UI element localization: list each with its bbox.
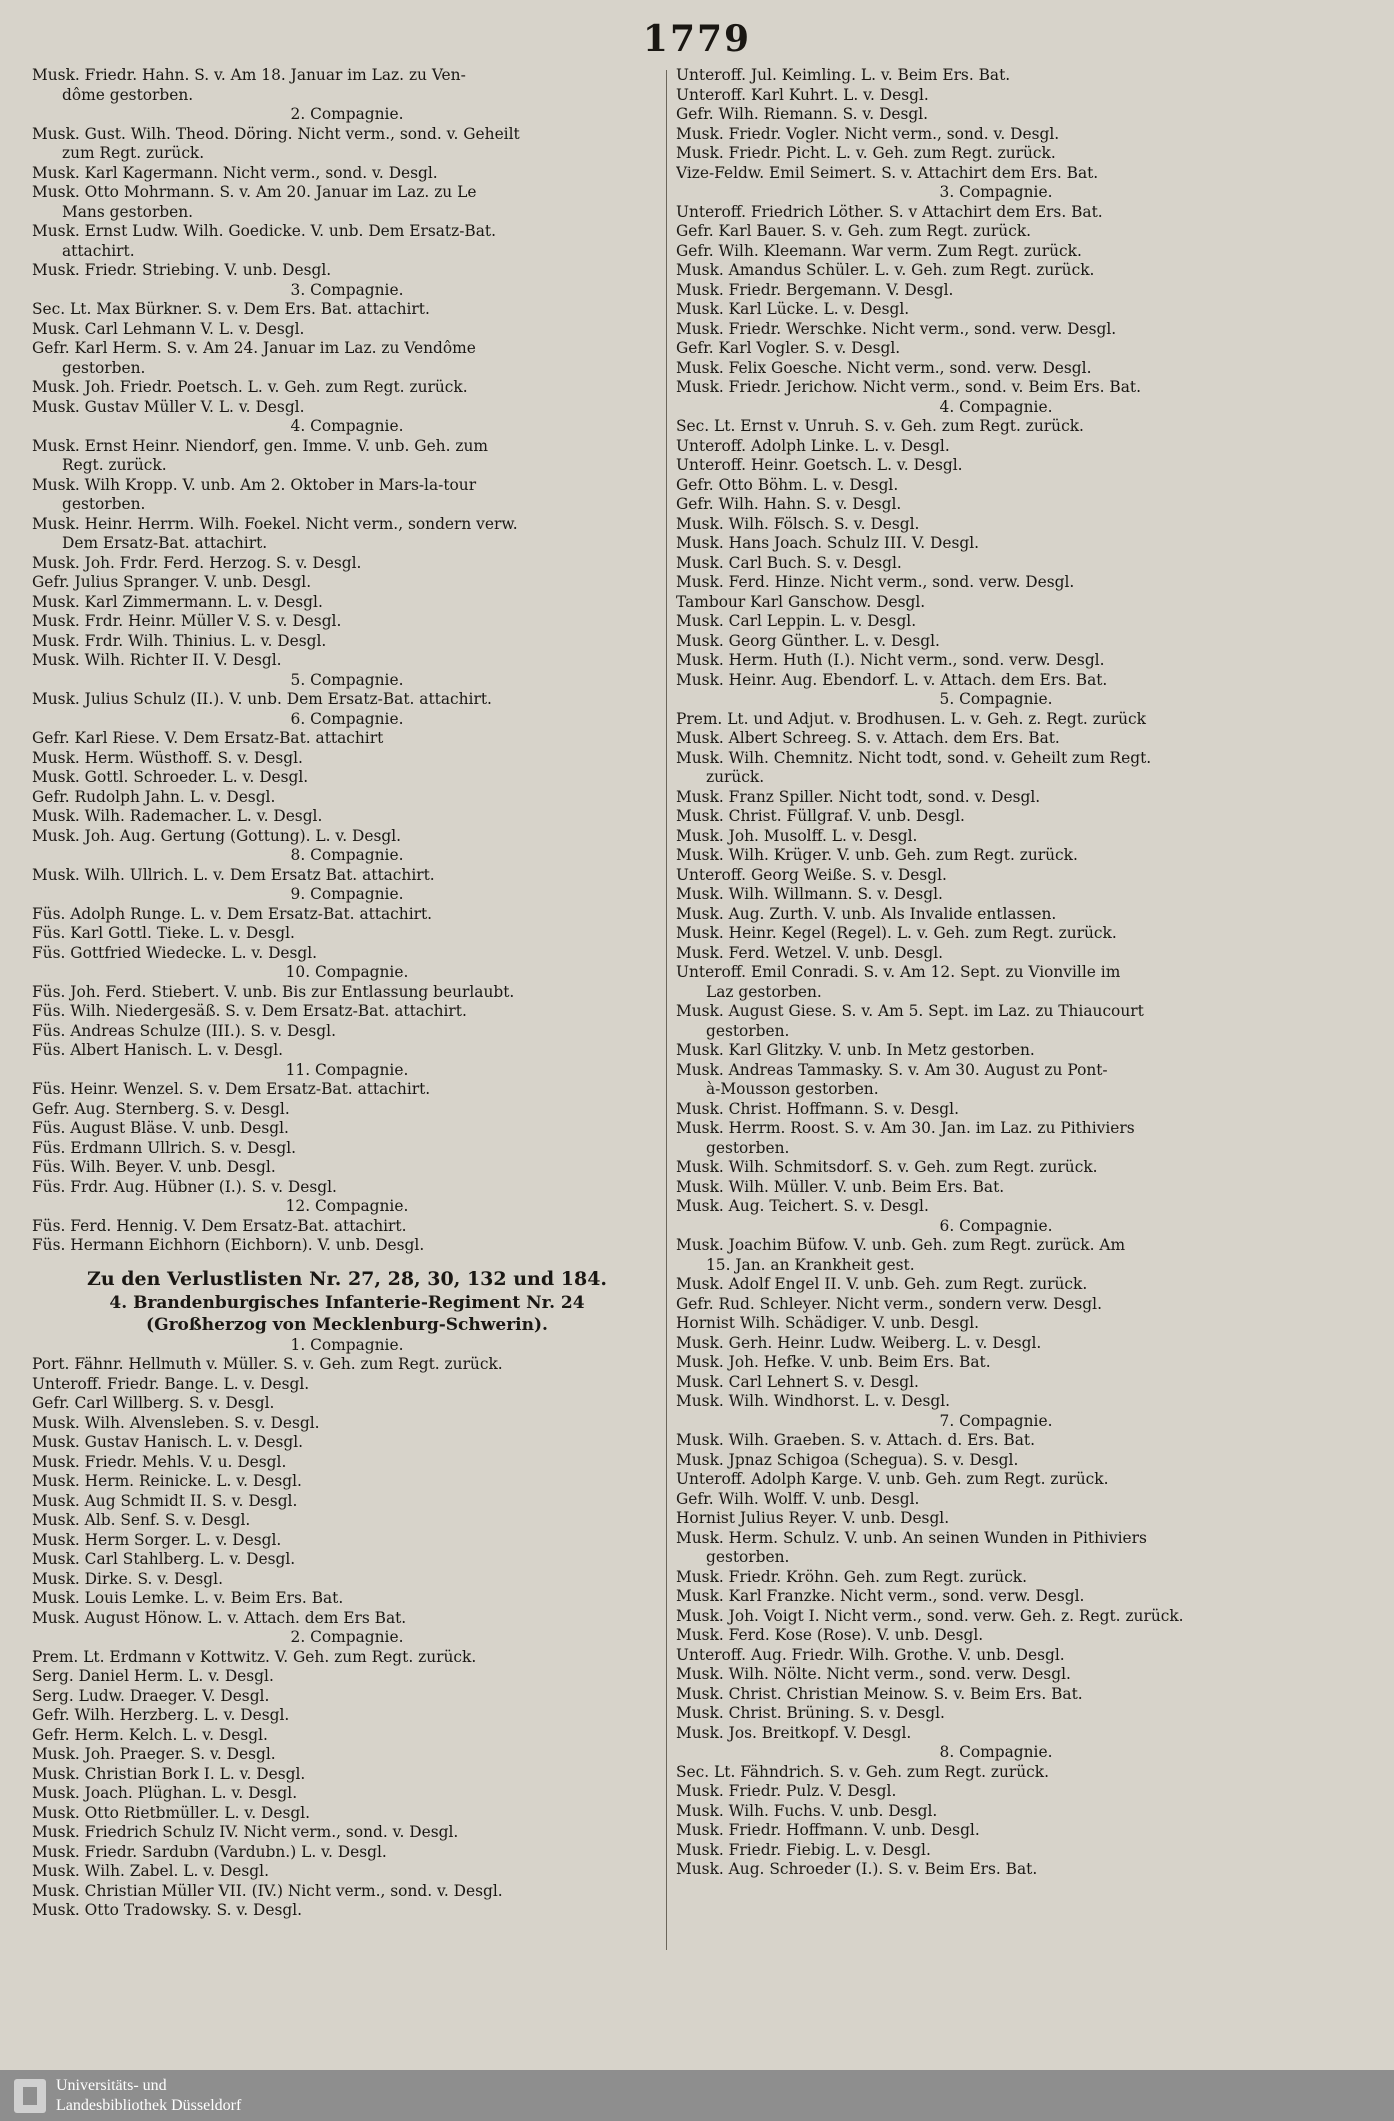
column-divider bbox=[666, 70, 667, 1950]
casualty-entry: Hornist Julius Reyer. V. unb. Desgl. bbox=[676, 1509, 950, 1527]
casualty-entry: Gefr. Herm. Kelch. L. v. Desgl. bbox=[32, 1725, 268, 1744]
casualty-entry: Füs. Ferd. Hennig. V. Dem Ersatz-Bat. attachirt. bbox=[32, 1216, 407, 1235]
casualty-entry: Musk. Wilh. Krüger. V. unb. Geh. zum Regt. zurück. bbox=[676, 846, 1078, 864]
casualty-entry: 15. Jan. an Krankheit gest. bbox=[706, 1255, 915, 1274]
casualty-entry: Füs. Karl Gottl. Tieke. L. v. Desgl. bbox=[32, 924, 295, 942]
casualty-entry: Sec. Lt. Fähndrich. S. v. Geh. zum Regt. zurück. bbox=[676, 1762, 1050, 1781]
casualty-entry: Prem. Lt. und Adjut. v. Brodhusen. L. v. Geh. z. Regt. zurück bbox=[676, 709, 1146, 728]
casualty-entry: Musk. Frdr. Wilh. Thinius. L. v. Desgl. bbox=[32, 631, 327, 650]
casualty-entry: Musk. Friedr. Mehls. V. u. Desgl. bbox=[32, 1452, 287, 1471]
casualty-entry: Unteroff. Adolph Linke. L. v. Desgl. bbox=[676, 436, 950, 455]
casualty-entry: Musk. Wilh. Ullrich. L. v. Dem Ersatz Bat. attachirt. bbox=[32, 865, 435, 884]
casualty-entry: Füs. Joh. Ferd. Stiebert. V. unb. Bis zur Entlassung beurlaubt. bbox=[32, 982, 515, 1001]
casualty-entry: Unteroff. Friedr. Bange. L. v. Desgl. bbox=[32, 1374, 310, 1393]
casualty-entry: zurück. bbox=[706, 768, 765, 786]
section-heading: 11. Compagnie. bbox=[285, 1060, 409, 1079]
casualty-entry: Musk. Aug Schmidt II. S. v. Desgl. bbox=[32, 1491, 298, 1510]
casualty-entry: Musk. Joh. Praeger. S. v. Desgl. bbox=[32, 1745, 276, 1763]
casualty-entry: Musk. Friedr. Pulz. V. Desgl. bbox=[676, 1782, 897, 1800]
casualty-entry: Musk. Friedr. Hahn. S. v. Am 18. Januar im Laz. zu Ven- bbox=[32, 66, 466, 84]
casualty-entry: Gefr. Otto Böhm. L. v. Desgl. bbox=[676, 475, 899, 494]
casualty-entry: Musk. Friedr. Hoffmann. V. unb. Desgl. bbox=[676, 1821, 980, 1839]
casualty-entry: Füs. August Bläse. V. unb. Desgl. bbox=[32, 1119, 289, 1137]
casualty-entry: Füs. Albert Hanisch. L. v. Desgl. bbox=[32, 1041, 284, 1059]
casualty-entry: Mans gestorben. bbox=[62, 202, 194, 221]
casualty-entry: Musk. Wilh. Zabel. L. v. Desgl. bbox=[32, 1862, 269, 1880]
casualty-entry: Musk. Herm. Huth (I.). Nicht verm., sond. verw. Desgl. bbox=[676, 651, 1105, 669]
left-column bbox=[32, 66, 662, 1921]
casualty-entry: Unteroff. Aug. Friedr. Wilh. Grothe. V. unb. Desgl. bbox=[676, 1645, 1065, 1664]
casualty-entry: Musk. Georg Günther. L. v. Desgl. bbox=[676, 631, 940, 650]
casualty-entry: Musk. Wilh. Rademacher. L. v. Desgl. bbox=[32, 807, 323, 825]
casualty-entry: Musk. Otto Rietbmüller. L. v. Desgl. bbox=[32, 1803, 311, 1822]
casualty-entry: Sec. Lt. Ernst v. Unruh. S. v. Geh. zum Regt. zurück. bbox=[676, 417, 1084, 435]
casualty-entry: Musk. Joh. Voigt I. Nicht verm., sond. verw. Geh. z. Regt. zurück. bbox=[676, 1606, 1184, 1625]
casualty-entry: Musk. Jpnaz Schigoa (Schegua). S. v. Desgl. bbox=[676, 1450, 1019, 1469]
casualty-entry: Musk. Ernst Ludw. Wilh. Goedicke. V. unb. Dem Ersatz-Bat. bbox=[32, 222, 496, 240]
section-heading: 6. Compagnie. bbox=[290, 709, 404, 728]
casualty-entry: Musk. Friedr. Sardubn (Vardubn.) L. v. Desgl. bbox=[32, 1842, 387, 1861]
page-number: 1779 bbox=[642, 18, 752, 60]
casualty-entry: Musk. Adolf Engel II. V. unb. Geh. zum Regt. zurück. bbox=[676, 1275, 1088, 1293]
casualty-entry: Füs. Andreas Schulze (III.). S. v. Desgl. bbox=[32, 1021, 336, 1040]
casualty-entry: Musk. Karl Franzke. Nicht verm., sond. verw. Desgl. bbox=[676, 1587, 1085, 1605]
casualty-entry: Füs. Erdmann Ullrich. S. v. Desgl. bbox=[32, 1138, 297, 1157]
casualty-entry: Musk. Heinr. Aug. Ebendorf. L. v. Attach. dem Ers. Bat. bbox=[676, 670, 1108, 689]
casualty-entry: Gefr. Rud. Schleyer. Nicht verm., sondern verw. Desgl. bbox=[676, 1294, 1102, 1313]
casualty-entry: Musk. Carl Stahlberg. L. v. Desgl. bbox=[32, 1550, 296, 1568]
casualty-entry: Musk. Wilh. Chemnitz. Nicht todt, sond. v. Geheilt zum Regt. bbox=[676, 748, 1152, 767]
casualty-entry: Musk. Christ. Brüning. S. v. Desgl. bbox=[676, 1704, 945, 1722]
casualty-entry: Musk. Wilh. Nölte. Nicht verm., sond. verw. Desgl. bbox=[676, 1665, 1071, 1683]
casualty-entry: Serg. Daniel Herm. L. v. Desgl. bbox=[32, 1667, 274, 1685]
casualty-entry: Musk. Wilh. Willmann. S. v. Desgl. bbox=[676, 885, 943, 903]
casualty-entry: Musk. Jos. Breitkopf. V. Desgl. bbox=[676, 1723, 912, 1742]
casualty-entry: Musk. Wilh. Fölsch. S. v. Desgl. bbox=[676, 514, 920, 533]
casualty-entry: dôme gestorben. bbox=[62, 85, 194, 104]
casualty-entry: Musk. Heinr. Kegel (Regel). L. v. Geh. zum Regt. zurück. bbox=[676, 924, 1117, 942]
casualty-entry: Musk. Ernst Heinr. Niendorf, gen. Imme. V. unb. Geh. zum bbox=[32, 436, 488, 455]
casualty-entry: Musk. Friedrich Schulz IV. Nicht verm., sond. v. Desgl. bbox=[32, 1823, 459, 1841]
section-heading: 12. Compagnie. bbox=[285, 1197, 409, 1215]
casualty-entry: Musk. August Hönow. L. v. Attach. dem Ers Bat. bbox=[32, 1608, 407, 1627]
casualty-entry: Musk. Joh. Friedr. Poetsch. L. v. Geh. zum Regt. zurück. bbox=[32, 378, 468, 396]
section-heading: 9. Compagnie. bbox=[290, 885, 404, 903]
casualty-entry: Musk. Albert Schreeg. S. v. Attach. dem Ers. Bat. bbox=[676, 729, 1060, 747]
casualty-entry: Musk. Otto Mohrmann. S. v. Am 20. Januar im Laz. zu Le bbox=[32, 183, 477, 201]
right-column bbox=[676, 66, 1316, 1880]
casualty-entry: Musk. Carl Lehnert S. v. Desgl. bbox=[676, 1372, 919, 1391]
section-heading: 1. Compagnie. bbox=[290, 1335, 404, 1354]
library-footer bbox=[0, 2070, 1394, 2121]
casualty-entry: Musk. Karl Glitzky. V. unb. In Metz gestorben. bbox=[676, 1041, 1035, 1059]
casualty-entry: Füs. Wilh. Beyer. V. unb. Desgl. bbox=[32, 1158, 276, 1176]
casualty-entry: Musk. Heinr. Herrm. Wilh. Foekel. Nicht verm., sondern verw. bbox=[32, 514, 518, 533]
casualty-entry: Gefr. Wilh. Riemann. S. v. Desgl. bbox=[676, 105, 929, 123]
casualty-entry: Gefr. Karl Riese. V. Dem Ersatz-Bat. attachirt bbox=[32, 729, 384, 747]
casualty-entry: Füs. Gottfried Wiedecke. L. v. Desgl. bbox=[32, 943, 318, 962]
casualty-entry: Füs. Frdr. Aug. Hübner (I.). S. v. Desgl. bbox=[32, 1177, 337, 1196]
casualty-entry: Sec. Lt. Max Bürkner. S. v. Dem Ers. Bat. attachirt. bbox=[32, 300, 430, 318]
casualty-entry: Musk. Christian Müller VII. (IV.) Nicht verm., sond. v. Desgl. bbox=[32, 1881, 503, 1900]
casualty-entry: Musk. Herm. Wüsthoff. S. v. Desgl. bbox=[32, 748, 303, 767]
casualty-entry: Musk. Gustav Müller V. L. v. Desgl. bbox=[32, 397, 305, 416]
casualty-entry: Musk. Wilh. Müller. V. unb. Beim Ers. Bat. bbox=[676, 1177, 1005, 1196]
casualty-entry: gestorben. bbox=[706, 1548, 790, 1566]
casualty-entry: Musk. Joachim Büfow. V. unb. Geh. zum Regt. zurück. Am bbox=[676, 1236, 1126, 1254]
casualty-entry: à-Mousson gestorben. bbox=[706, 1080, 879, 1098]
section-heading: 4. Compagnie. bbox=[939, 397, 1053, 416]
casualty-entry: Musk. Wilh. Schmitsdorf. S. v. Geh. zum Regt. zurück. bbox=[676, 1158, 1098, 1176]
casualty-entry: Musk. Ferd. Wetzel. V. unb. Desgl. bbox=[676, 943, 944, 962]
casualty-entry: Gefr. Julius Spranger. V. unb. Desgl. bbox=[32, 573, 312, 591]
casualty-entry: Musk. Wilh. Alvensleben. S. v. Desgl. bbox=[32, 1413, 320, 1432]
casualty-entry: Musk. Friedr. Fiebig. L. v. Desgl. bbox=[676, 1840, 931, 1859]
section-heading: Zu den Verlustlisten Nr. 27, 28, 30, 132 und 184. bbox=[86, 1267, 608, 1290]
casualty-entry: Musk. Gust. Wilh. Theod. Döring. Nicht verm., sond. v. Geheilt bbox=[32, 124, 520, 143]
casualty-entry: Laz gestorben. bbox=[706, 982, 822, 1001]
casualty-entry: Musk. Hans Joach. Schulz III. V. Desgl. bbox=[676, 534, 980, 552]
casualty-entry: Füs. Wilh. Niedergesäß. S. v. Dem Ersatz-Bat. attachirt. bbox=[32, 1002, 467, 1020]
casualty-entry: Musk. Felix Goesche. Nicht verm., sond. verw. Desgl. bbox=[676, 358, 1092, 377]
casualty-entry: Gefr. Wilh. Hahn. S. v. Desgl. bbox=[676, 495, 902, 513]
casualty-entry: Füs. Hermann Eichhorn (Eichborn). V. unb. Desgl. bbox=[32, 1236, 425, 1254]
casualty-entry: Musk. Friedr. Werschke. Nicht verm., sond. verw. Desgl. bbox=[676, 319, 1117, 338]
casualty-entry: Musk. Joh. Hefke. V. unb. Beim Ers. Bat. bbox=[676, 1353, 991, 1371]
casualty-entry: Musk. Aug. Teichert. S. v. Desgl. bbox=[676, 1197, 929, 1215]
casualty-entry: Musk. Friedr. Vogler. Nicht verm., sond. v. Desgl. bbox=[676, 124, 1060, 143]
casualty-entry: Musk. Joh. Musolff. L. v. Desgl. bbox=[676, 826, 918, 845]
casualty-entry: Musk. Christian Bork I. L. v. Desgl. bbox=[32, 1764, 306, 1783]
section-heading: 8. Compagnie. bbox=[939, 1743, 1053, 1761]
casualty-entry: Unteroff. Georg Weiße. S. v. Desgl. bbox=[676, 865, 947, 884]
casualty-entry: Gefr. Wilh. Herzberg. L. v. Desgl. bbox=[32, 1706, 290, 1724]
casualty-entry: Musk. Ferd. Kose (Rose). V. unb. Desgl. bbox=[676, 1626, 984, 1644]
casualty-entry: Serg. Ludw. Draeger. V. Desgl. bbox=[32, 1686, 270, 1705]
casualty-entry: Musk. Carl Lehmann V. L. v. Desgl. bbox=[32, 319, 305, 338]
casualty-entry: Musk. Julius Schulz (II.). V. unb. Dem Ersatz-Bat. attachirt. bbox=[32, 690, 492, 708]
casualty-entry: Musk. August Giese. S. v. Am 5. Sept. im Laz. zu Thiaucourt bbox=[676, 1002, 1144, 1020]
casualty-entry: Port. Fähnr. Hellmuth v. Müller. S. v. Geh. zum Regt. zurück. bbox=[32, 1355, 503, 1373]
casualty-entry: Unteroff. Karl Kuhrt. L. v. Desgl. bbox=[676, 85, 929, 104]
casualty-entry: Musk. Karl Kagermann. Nicht verm., sond. v. Desgl. bbox=[32, 163, 438, 182]
casualty-entry: Regt. zurück. bbox=[62, 456, 167, 474]
section-heading: 5. Compagnie. bbox=[939, 690, 1053, 708]
casualty-entry: Gefr. Aug. Sternberg. S. v. Desgl. bbox=[32, 1099, 290, 1118]
casualty-entry: Musk. Friedr. Picht. L. v. Geh. zum Regt. zurück. bbox=[676, 144, 1056, 162]
casualty-entry: Musk. Carl Buch. S. v. Desgl. bbox=[676, 553, 902, 572]
casualty-entry: Unteroff. Friedrich Löther. S. v Attachirt dem Ers. Bat. bbox=[676, 202, 1103, 221]
casualty-entry: Musk. Herrm. Roost. S. v. Am 30. Jan. im Laz. zu Pithiviers bbox=[676, 1119, 1135, 1137]
casualty-entry: Musk. Otto Tradowsky. S. v. Desgl. bbox=[32, 1901, 303, 1919]
casualty-entry: Musk. Friedr. Kröhn. Geh. zum Regt. zurück. bbox=[676, 1567, 1028, 1586]
casualty-entry: Musk. Wilh. Graeben. S. v. Attach. d. Ers. Bat. bbox=[676, 1431, 1035, 1449]
casualty-entry: Musk. Herm. Schulz. V. unb. An seinen Wunden in Pithiviers bbox=[676, 1528, 1147, 1547]
casualty-entry: Musk. Christ. Füllgraf. V. unb. Desgl. bbox=[676, 807, 965, 825]
library-name bbox=[56, 2076, 241, 2116]
casualty-entry: Musk. Christ. Hoffmann. S. v. Desgl. bbox=[676, 1099, 959, 1118]
casualty-entry: Musk. Friedr. Bergemann. V. Desgl. bbox=[676, 280, 954, 299]
casualty-entry: Gefr. Karl Bauer. S. v. Geh. zum Regt. zurück. bbox=[676, 222, 1032, 240]
casualty-entry: Unteroff. Adolph Karge. V. unb. Geh. zum Regt. zurück. bbox=[676, 1470, 1109, 1488]
casualty-entry: Tambour Karl Ganschow. Desgl. bbox=[676, 592, 926, 611]
library-logo-icon bbox=[14, 2079, 46, 2113]
casualty-entry: Musk. Karl Lücke. L. v. Desgl. bbox=[676, 300, 910, 318]
section-heading: (Großherzog von Mecklenburg-Schwerin). bbox=[146, 1314, 548, 1335]
casualty-entry: Unteroff. Heinr. Goetsch. L. v. Desgl. bbox=[676, 456, 963, 474]
casualty-entry: Musk. Christ. Christian Meinow. S. v. Beim Ers. Bat. bbox=[676, 1684, 1083, 1703]
casualty-entry: Musk. Frdr. Heinr. Müller V. S. v. Desgl. bbox=[32, 612, 342, 630]
casualty-entry: Musk. Herm Sorger. L. v. Desgl. bbox=[32, 1530, 282, 1549]
casualty-entry: Musk. Gottl. Schroeder. L. v. Desgl. bbox=[32, 768, 309, 786]
library-name-line-2: Landesbibliothek Düsseldorf bbox=[56, 2097, 242, 2114]
casualty-entry: Musk. Wilh. Richter II. V. Desgl. bbox=[32, 651, 282, 669]
section-heading: 10. Compagnie. bbox=[285, 963, 409, 981]
casualty-entry: gestorben. bbox=[706, 1138, 790, 1157]
casualty-entry: gestorben. bbox=[62, 358, 146, 377]
casualty-entry: Füs. Heinr. Wenzel. S. v. Dem Ersatz-Bat. attachirt. bbox=[32, 1080, 431, 1098]
casualty-entry: Musk. Wilh Kropp. V. unb. Am 2. Oktober in Mars-la-tour bbox=[32, 475, 477, 494]
section-heading: 4. Brandenburgisches Infanterie-Regiment Nr. 24 bbox=[109, 1292, 585, 1313]
casualty-entry: Musk. Joh. Frdr. Ferd. Herzog. S. v. Desgl. bbox=[32, 553, 362, 572]
casualty-entry: Vize-Feldw. Emil Seimert. S. v. Attachirt dem Ers. Bat. bbox=[676, 163, 1099, 182]
casualty-entry: Gefr. Karl Herm. S. v. Am 24. Januar im Laz. zu Vendôme bbox=[32, 339, 476, 357]
casualty-entry: Musk. Alb. Senf. S. v. Desgl. bbox=[32, 1511, 251, 1529]
section-heading: 2. Compagnie. bbox=[290, 105, 404, 123]
section-heading: 2. Compagnie. bbox=[290, 1628, 404, 1646]
casualty-entry: Musk. Gerh. Heinr. Ludw. Weiberg. L. v. Desgl. bbox=[676, 1333, 1042, 1352]
casualty-entry: Gefr. Wilh. Kleemann. War verm. Zum Regt. zurück. bbox=[676, 241, 1082, 260]
casualty-entry: Gefr. Rudolph Jahn. L. v. Desgl. bbox=[32, 787, 276, 806]
section-heading: 7. Compagnie. bbox=[939, 1411, 1053, 1430]
casualty-entry: Musk. Dirke. S. v. Desgl. bbox=[32, 1569, 223, 1588]
casualty-entry: Musk. Friedr. Jerichow. Nicht verm., sond. v. Beim Ers. Bat. bbox=[676, 378, 1141, 396]
section-heading: 3. Compagnie. bbox=[939, 183, 1053, 201]
casualty-entry: zum Regt. zurück. bbox=[62, 144, 205, 162]
section-heading: 3. Compagnie. bbox=[290, 280, 404, 299]
casualty-entry: Musk. Friedr. Striebing. V. unb. Desgl. bbox=[32, 261, 332, 279]
casualty-entry: attachirt. bbox=[62, 241, 135, 260]
casualty-entry: Musk. Franz Spiller. Nicht todt, sond. v. Desgl. bbox=[676, 787, 1041, 806]
casualty-entry: Musk. Herm. Reinicke. L. v. Desgl. bbox=[32, 1472, 302, 1490]
library-name-line-1: Universitäts- und bbox=[56, 2077, 167, 2094]
casualty-entry: Dem Ersatz-Bat. attachirt. bbox=[62, 534, 268, 552]
casualty-entry: Gefr. Wilh. Wolff. V. unb. Desgl. bbox=[676, 1489, 920, 1508]
casualty-entry: Musk. Ferd. Hinze. Nicht verm., sond. verw. Desgl. bbox=[676, 573, 1075, 591]
casualty-entry: Hornist Wilh. Schädiger. V. unb. Desgl. bbox=[676, 1314, 980, 1332]
casualty-entry: Musk. Louis Lemke. L. v. Beim Ers. Bat. bbox=[32, 1589, 344, 1607]
casualty-entry: Musk. Wilh. Windhorst. L. v. Desgl. bbox=[676, 1392, 951, 1410]
casualty-entry: Gefr. Carl Willberg. S. v. Desgl. bbox=[32, 1394, 275, 1412]
casualty-entry: Musk. Amandus Schüler. L. v. Geh. zum Regt. zurück. bbox=[676, 261, 1095, 279]
section-heading: 5. Compagnie. bbox=[290, 670, 404, 689]
section-heading: 4. Compagnie. bbox=[290, 417, 404, 435]
casualty-entry: Musk. Joh. Aug. Gertung (Gottung). L. v. Desgl. bbox=[32, 826, 402, 845]
casualty-entry: Gefr. Karl Vogler. S. v. Desgl. bbox=[676, 339, 901, 357]
casualty-entry: Musk. Carl Leppin. L. v. Desgl. bbox=[676, 612, 917, 630]
casualty-entry: Musk. Aug. Schroeder (I.). S. v. Beim Ers. Bat. bbox=[676, 1860, 1038, 1878]
casualty-entry: Musk. Wilh. Fuchs. V. unb. Desgl. bbox=[676, 1801, 938, 1820]
casualty-entry: Unteroff. Emil Conradi. S. v. Am 12. Sept. zu Vionville im bbox=[676, 963, 1121, 981]
casualty-entry: Musk. Gustav Hanisch. L. v. Desgl. bbox=[32, 1433, 304, 1451]
casualty-entry: Füs. Adolph Runge. L. v. Dem Ersatz-Bat. attachirt. bbox=[32, 904, 433, 923]
casualty-entry: Musk. Joach. Plüghan. L. v. Desgl. bbox=[32, 1784, 298, 1802]
casualty-entry: gestorben. bbox=[62, 495, 146, 513]
casualty-entry: Prem. Lt. Erdmann v Kottwitz. V. Geh. zum Regt. zurück. bbox=[32, 1647, 477, 1666]
casualty-entry: Musk. Karl Zimmermann. L. v. Desgl. bbox=[32, 592, 323, 611]
casualty-entry: gestorben. bbox=[706, 1021, 790, 1040]
section-heading: 8. Compagnie. bbox=[290, 846, 404, 864]
casualty-entry: Unteroff. Jul. Keimling. L. v. Beim Ers. Bat. bbox=[676, 66, 1011, 84]
casualty-entry: Musk. Aug. Zurth. V. unb. Als Invalide entlassen. bbox=[676, 904, 1057, 923]
casualty-entry: Musk. Andreas Tammasky. S. v. Am 30. August zu Pont- bbox=[676, 1060, 1108, 1079]
section-heading: 6. Compagnie. bbox=[939, 1216, 1053, 1235]
